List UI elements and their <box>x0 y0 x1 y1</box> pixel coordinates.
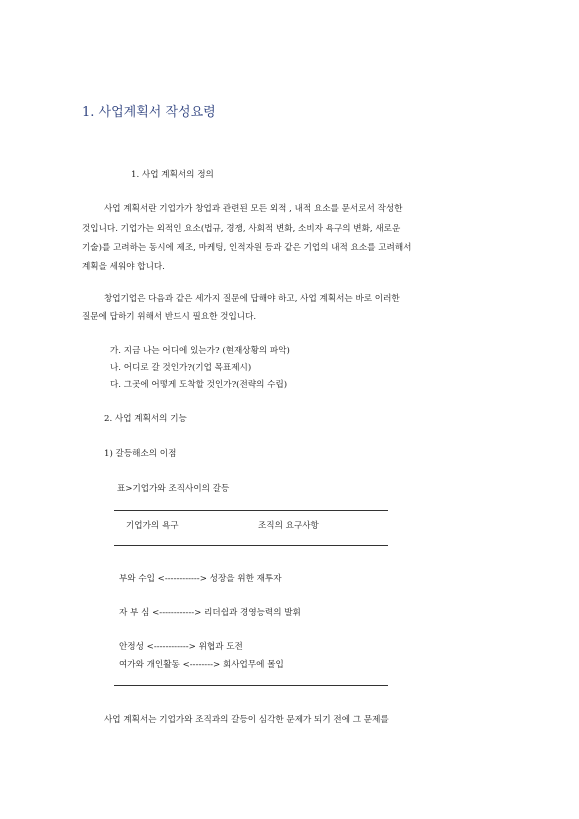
paragraph-line: 기술)를 고려하는 동시에 제조, 마케팅, 인적자원 등과 같은 기업의 내적 요소를 고려해서 <box>82 243 412 253</box>
table-bottom-rule <box>114 685 388 686</box>
table-row: 여가와 개인활동 <--------> 회사업무에 몰입 <box>119 660 284 670</box>
paragraph-line: 사업 계획서란 기업가가 창업과 관련된 모든 외적 , 내적 요소를 문서로서 작성한 <box>104 204 403 214</box>
paragraph-line: 창업기업은 다음과 같은 세가지 질문에 답해야 하고, 사업 계획서는 바로 이러한 <box>104 294 400 304</box>
table-row: 부와 수입 <------------> 성장을 위한 재투자 <box>119 574 282 584</box>
section-heading-definition: 1. 사업 계획서의 정의 <box>131 170 214 180</box>
question-item: 가. 지금 나는 어디에 있는가? (현재상황의 파악) <box>110 346 290 356</box>
paragraph-line: 계획을 세워야 합니다. <box>82 262 165 272</box>
paragraph-line: 질문에 답하기 위해서 반드시 필요한 것입니다. <box>82 312 257 322</box>
subsection-heading: 1) 갈등해소의 이점 <box>104 449 177 459</box>
table-row: 자 부 심 <------------> 리더쉽과 경영능력의 발휘 <box>119 608 301 618</box>
table-top-rule <box>114 510 388 511</box>
table-header-organization: 조직의 요구사항 <box>258 521 319 531</box>
section-heading-functions: 2. 사업 계획서의 기능 <box>104 414 187 424</box>
table-caption: 표>기업가와 조직사이의 갈등 <box>117 484 230 494</box>
table-header-rule <box>114 545 388 546</box>
table-row: 안정성 <------------> 위협과 도전 <box>119 642 243 652</box>
paragraph-line: 것입니다. 기업가는 외적인 요소(법규, 경쟁, 사회적 변화, 소비자 욕구의 변화, 새로운 <box>82 224 401 234</box>
question-item: 다. 그곳에 어떻게 도착할 것인가?(전략의 수립) <box>110 380 288 390</box>
table-header-entrepreneur: 기업가의 욕구 <box>126 521 179 531</box>
question-item: 나. 어디로 갈 것인가?(기업 목표제시) <box>110 363 252 373</box>
paragraph-line: 사업 계획서는 기업가와 조직과의 갈등이 심각한 문제가 되기 전에 그 문제를 <box>104 715 389 725</box>
page-title: 1. 사업계획서 작성요령 <box>82 105 216 120</box>
